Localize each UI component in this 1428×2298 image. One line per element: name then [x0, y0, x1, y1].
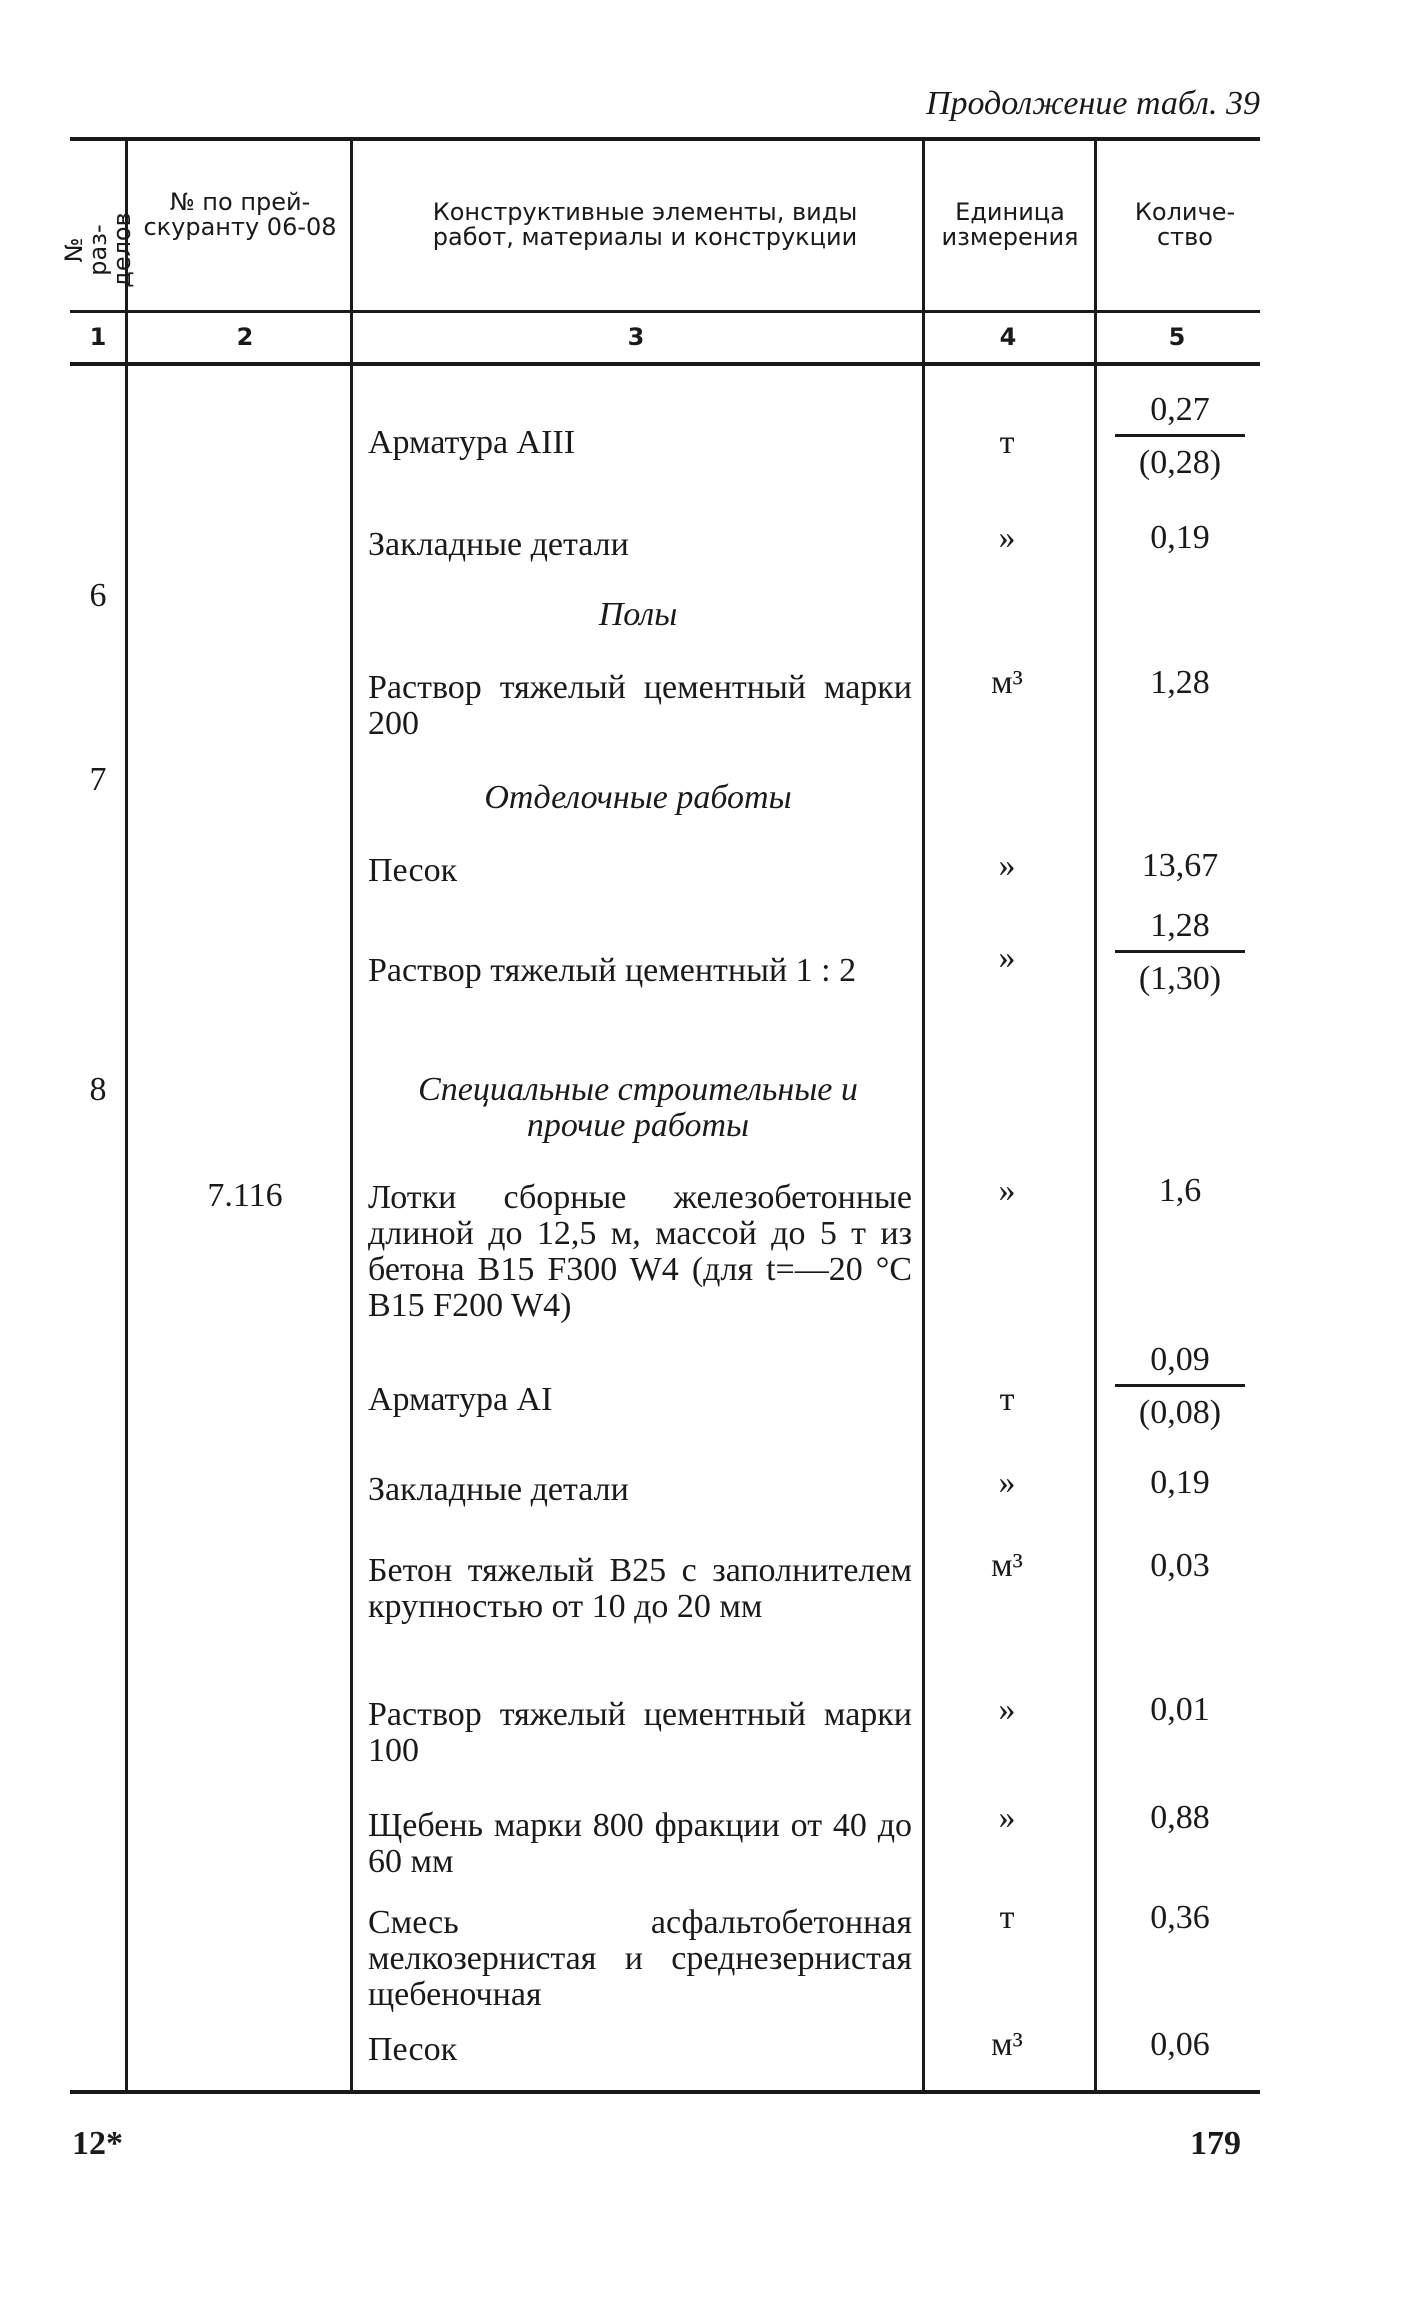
row-quantity: 0,19	[1150, 519, 1210, 556]
fraction-bar	[1115, 950, 1245, 953]
row-quantity: 0,19	[1150, 1464, 1210, 1501]
row-description: Раствор тяжелый цементный марки 200	[368, 669, 912, 742]
row-quantity: 0,01	[1150, 1691, 1210, 1728]
row-quantity-fraction	[1115, 908, 1245, 997]
fraction-bar	[1115, 1384, 1245, 1387]
row-unit: »	[998, 847, 1016, 884]
row-unit: »	[998, 1464, 1016, 1501]
row-description: Раствор тяжелый цементный марки 100	[368, 1696, 912, 1769]
row-quantity: 1,28	[1150, 664, 1210, 701]
row-description: Песок	[368, 2031, 458, 2068]
row-unit: »	[998, 939, 1016, 976]
colnum-2: 2	[236, 323, 254, 351]
quantity-alt-value: (1,30)	[1138, 960, 1222, 997]
header-col3: Конструктивные элементы, виды работ, материалы и конструкции	[432, 198, 858, 252]
quantity-alt-value: (0,28)	[1138, 444, 1222, 481]
table-bottom-rule	[70, 2090, 1260, 2094]
section-number: 7	[89, 761, 107, 798]
page-number: 179	[1190, 2125, 1241, 2162]
row-price-code: 7.116	[207, 1177, 283, 1214]
col-divider-1	[125, 141, 128, 2090]
row-description: Лотки сборные железобетонные длиной до 12,5 м, массой до 5 т из бетона B15 F300 W4 (для t=—20 °C B15 F200 W4)	[368, 1179, 912, 1324]
quantity-alt-value: (0,08)	[1138, 1394, 1222, 1431]
colnum-1: 1	[89, 323, 107, 351]
row-unit: м³	[991, 1547, 1023, 1584]
colnum-4: 4	[999, 323, 1017, 351]
header-col2: № по прей-скуранту 06-08	[143, 188, 337, 242]
section-heading: Отделочные работы	[484, 779, 792, 816]
row-unit: »	[998, 519, 1016, 556]
row-unit: м³	[991, 2026, 1023, 2063]
table-caption: Продолжение табл. 39	[925, 85, 1260, 122]
row-quantity: 0,36	[1150, 1899, 1210, 1936]
header-col5: Количе-ство	[1134, 198, 1236, 252]
row-description: Закладные детали	[368, 1471, 629, 1508]
row-unit: т	[999, 424, 1015, 461]
row-description: Арматура AI	[368, 1381, 553, 1418]
row-quantity-fraction	[1115, 392, 1245, 481]
header-bottom-rule	[70, 310, 1260, 313]
header-col4: Единица измерения	[941, 198, 1079, 252]
colnum-5: 5	[1168, 323, 1186, 351]
row-description: Закладные детали	[368, 526, 629, 563]
row-quantity: 1,6	[1158, 1172, 1202, 1209]
row-unit: »	[998, 1172, 1016, 1209]
row-description: Раствор тяжелый цементный 1 : 2	[368, 952, 857, 989]
row-description: Щебень марки 800 фракции от 40 до 60 мм	[368, 1807, 912, 1880]
section-number: 8	[89, 1071, 107, 1108]
quantity-value: 1,28	[1150, 907, 1210, 944]
col-divider-2	[350, 141, 353, 2090]
row-unit: т	[999, 1899, 1015, 1936]
row-quantity: 13,67	[1141, 847, 1219, 884]
row-unit: т	[999, 1381, 1015, 1418]
quantity-value: 0,09	[1150, 1341, 1210, 1378]
row-description: Смесь асфальтобетонная мелкозернистая и среднезернистая щебеночная	[368, 1904, 912, 2013]
colnum-bottom-rule	[70, 362, 1260, 366]
section-number: 6	[89, 577, 107, 614]
quantity-value: 0,27	[1150, 391, 1210, 428]
row-quantity: 0,88	[1150, 1799, 1210, 1836]
row-description: Песок	[368, 852, 458, 889]
row-unit: м³	[991, 664, 1023, 701]
row-description: Бетон тяжелый B25 с заполнителем крупностью от 10 до 20 мм	[368, 1552, 912, 1625]
row-quantity: 0,06	[1150, 2026, 1210, 2063]
fraction-bar	[1115, 434, 1245, 437]
header-col1: № раз-делов	[60, 212, 136, 288]
row-quantity: 0,03	[1150, 1547, 1210, 1584]
section-heading: Специальные строительные и прочие работы	[418, 1071, 858, 1144]
colnum-3: 3	[627, 323, 645, 351]
section-heading: Полы	[598, 596, 678, 633]
col-divider-3	[922, 141, 925, 2090]
table-top-rule	[70, 137, 1260, 141]
row-description: Арматура AIII	[368, 424, 576, 461]
row-unit: »	[998, 1691, 1016, 1728]
signature-mark: 12*	[72, 2125, 123, 2162]
col-divider-4	[1094, 141, 1097, 2090]
row-unit: »	[998, 1799, 1016, 1836]
row-quantity-fraction	[1115, 1342, 1245, 1431]
